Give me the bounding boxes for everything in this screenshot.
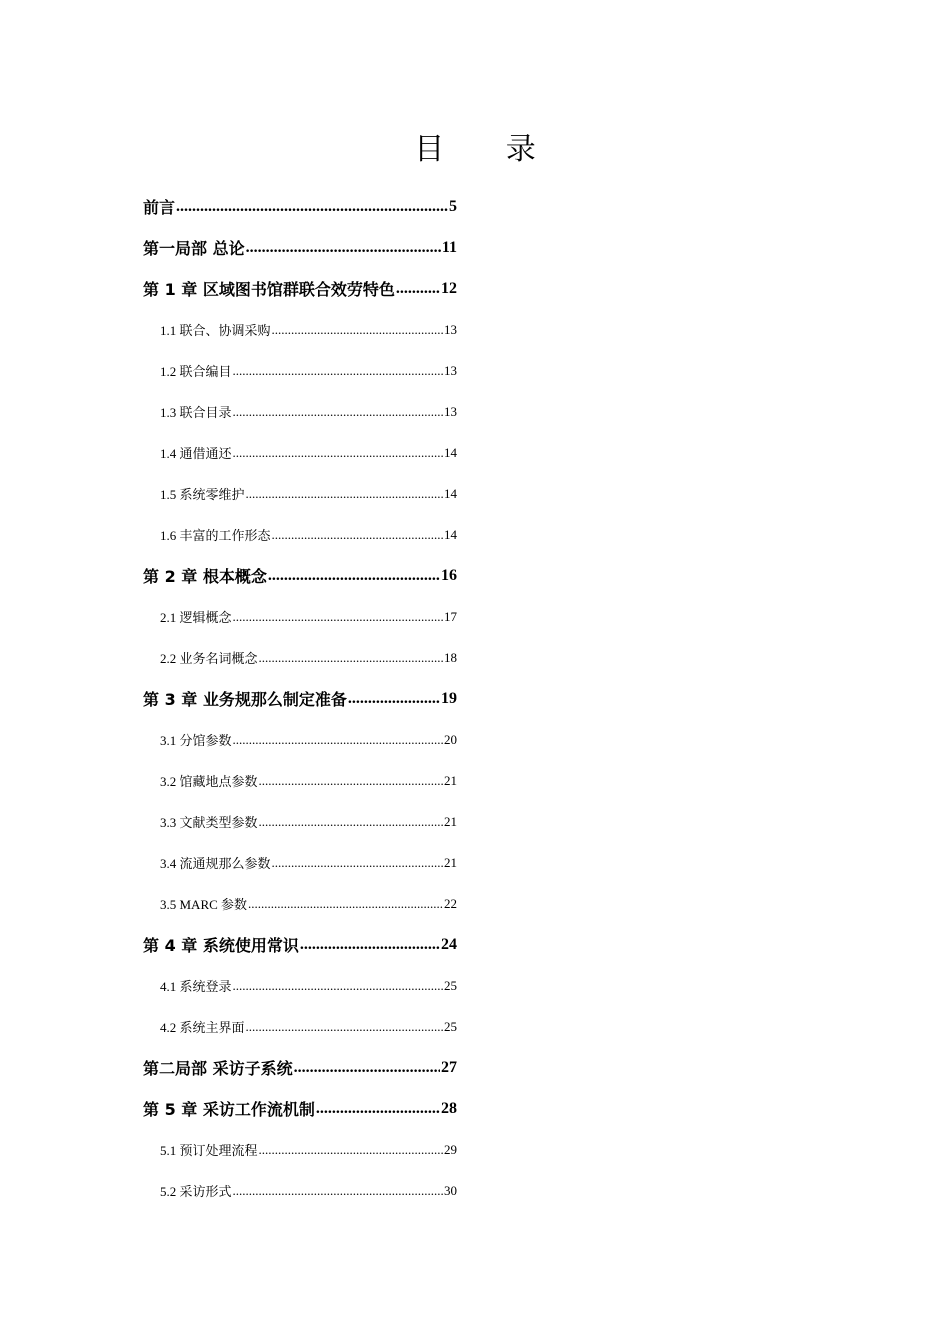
toc-page-number: 14: [444, 444, 457, 460]
toc-section-entry[interactable]: [143, 596, 457, 637]
toc-section-entry[interactable]: [143, 1129, 457, 1170]
toc-page-number: 5: [449, 197, 457, 215]
toc-list: [143, 186, 457, 1211]
toc-page-number: 14: [444, 485, 457, 501]
toc-page-number: 21: [444, 772, 457, 788]
toc-entry-label: 1.3 联合目录: [160, 405, 232, 420]
toc-page-number: 13: [444, 403, 457, 419]
toc-dot-leader: [176, 198, 448, 216]
toc-chapter-entry[interactable]: [143, 268, 457, 309]
toc-dot-leader: [272, 855, 443, 871]
toc-dot-leader: [233, 978, 443, 994]
toc-dot-leader: [233, 609, 443, 625]
toc-section-entry[interactable]: [143, 842, 457, 883]
toc-section-entry[interactable]: [143, 883, 457, 924]
toc-section-entry[interactable]: [143, 637, 457, 678]
toc-page-number: 11: [441, 238, 457, 256]
toc-page-number: 29: [444, 1141, 457, 1157]
toc-page-number: 17: [444, 608, 457, 624]
toc-entry-label: 3.5 MARC 参数: [160, 897, 248, 912]
toc-section-entry[interactable]: [143, 350, 457, 391]
toc-section-entry[interactable]: [143, 1170, 457, 1211]
toc-entry-label: 4.1 系统登录: [160, 979, 232, 994]
toc-page-number: 28: [441, 1099, 457, 1117]
toc-dot-leader: [268, 567, 440, 585]
toc-entry-label: 1.2 联合编目: [160, 364, 232, 379]
toc-chapter-entry[interactable]: [143, 924, 457, 965]
toc-section-entry[interactable]: [143, 1006, 457, 1047]
toc-dot-leader: [294, 1059, 440, 1077]
toc-entry-label: 2.2 业务名词概念: [160, 651, 258, 666]
toc-entry-label: 2.1 逻辑概念: [160, 610, 232, 625]
toc-entry-label: 1.6 丰富的工作形态: [160, 528, 271, 543]
toc-entry-label: 5.1 预订处理流程: [160, 1143, 258, 1158]
toc-section-entry[interactable]: [143, 514, 457, 555]
toc-chapter-entry[interactable]: [143, 678, 457, 719]
toc-dot-leader: [246, 486, 443, 502]
toc-entry-label: 3.1 分馆参数: [160, 733, 232, 748]
toc-dot-leader: [233, 445, 443, 461]
toc-section-entry[interactable]: [143, 801, 457, 842]
toc-page-number: 22: [444, 895, 457, 911]
toc-dot-leader: [259, 1142, 443, 1158]
toc-page-number: 19: [441, 689, 457, 707]
toc-page-number: 27: [441, 1058, 457, 1076]
toc-dot-leader: [259, 773, 443, 789]
toc-entry-label: 第二局部 采访子系统: [143, 1059, 293, 1078]
toc-title: 目 录: [414, 132, 562, 167]
toc-page-number: 18: [444, 649, 457, 665]
toc-page-number: 21: [444, 813, 457, 829]
toc-section-entry[interactable]: [143, 965, 457, 1006]
toc-dot-leader: [300, 936, 440, 954]
toc-section-entry[interactable]: [143, 473, 457, 514]
toc-dot-leader: [233, 1183, 443, 1199]
toc-dot-leader: [233, 363, 443, 379]
toc-dot-leader: [246, 239, 441, 257]
toc-entry-label: 3.3 文献类型参数: [160, 815, 258, 830]
toc-entry-label: 第 2 章 根本概念: [143, 567, 267, 586]
toc-chapter-entry[interactable]: [143, 186, 457, 227]
toc-entry-label: 第 4 章 系统使用常识: [143, 936, 299, 955]
toc-dot-leader: [246, 1019, 443, 1035]
toc-entry-label: 1.4 通借通还: [160, 446, 232, 461]
toc-entry-label: 1.5 系统零维护: [160, 487, 245, 502]
toc-section-entry[interactable]: [143, 391, 457, 432]
toc-page-number: 24: [441, 935, 457, 953]
toc-page-number: 25: [444, 977, 457, 993]
toc-section-entry[interactable]: [143, 760, 457, 801]
toc-chapter-entry[interactable]: [143, 227, 457, 268]
toc-dot-leader: [316, 1100, 440, 1118]
toc-dot-leader: [233, 404, 443, 420]
toc-entry-label: 第 1 章 区域图书馆群联合效劳特色: [143, 280, 395, 299]
toc-page-number: 21: [444, 854, 457, 870]
toc-dot-leader: [272, 527, 443, 543]
toc-chapter-entry[interactable]: [143, 1047, 457, 1088]
toc-dot-leader: [272, 322, 443, 338]
toc-entry-label: 第一局部 总论: [143, 239, 245, 258]
toc-dot-leader: [248, 896, 443, 912]
toc-section-entry[interactable]: [143, 309, 457, 350]
toc-page-number: 20: [444, 731, 457, 747]
toc-entry-label: 1.1 联合、协调采购: [160, 323, 271, 338]
toc-page-number: 30: [444, 1182, 457, 1198]
toc-dot-leader: [259, 814, 443, 830]
toc-entry-label: 3.4 流通规那么参数: [160, 856, 271, 871]
toc-page-number: 16: [441, 566, 457, 584]
toc-section-entry[interactable]: [143, 719, 457, 760]
toc-entry-label: 第 5 章 采访工作流机制: [143, 1100, 315, 1119]
toc-entry-label: 3.2 馆藏地点参数: [160, 774, 258, 789]
toc-dot-leader: [233, 732, 443, 748]
toc-page-number: 13: [444, 321, 457, 337]
toc-dot-leader: [348, 690, 440, 708]
toc-dot-leader: [396, 280, 440, 298]
toc-entry-label: 前言: [143, 198, 176, 217]
toc-chapter-entry[interactable]: [143, 555, 457, 596]
toc-page-number: 12: [441, 279, 457, 297]
toc-entry-label: 5.2 采访形式: [160, 1184, 232, 1199]
toc-chapter-entry[interactable]: [143, 1088, 457, 1129]
toc-section-entry[interactable]: [143, 432, 457, 473]
toc-entry-label: 4.2 系统主界面: [160, 1020, 245, 1035]
toc-page-number: 25: [444, 1018, 457, 1034]
toc-entry-label: 第 3 章 业务规那么制定准备: [143, 690, 347, 709]
toc-page-number: 14: [444, 526, 457, 542]
toc-page-number: 13: [444, 362, 457, 378]
toc-dot-leader: [259, 650, 443, 666]
